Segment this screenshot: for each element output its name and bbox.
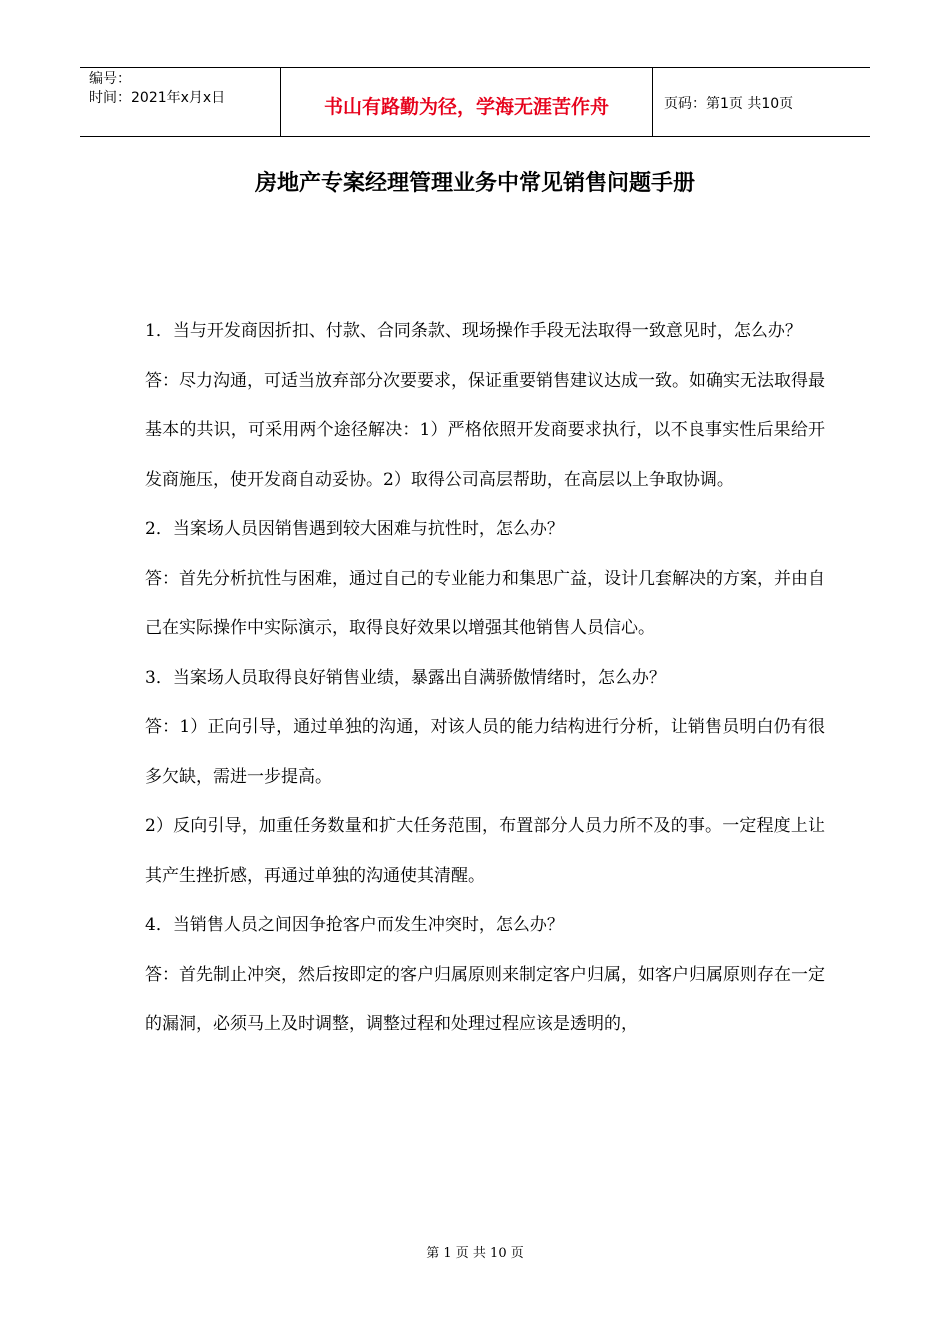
answer-3-part-1: 答：1）正向引导，通过单独的沟通，对该人员的能力结构进行分析，让销售员明白仍有很多欠缺，需进一步提高。: [145, 717, 825, 787]
question-4: 4．当销售人员之间因争抢客户而发生冲突时，怎么办？: [145, 915, 564, 935]
answer-1: 答：尽力沟通，可适当放弃部分次要要求，保证重要销售建议达成一致。如确实无法取得最基本的共识，可采用两个途径解决：1）严格依照开发商要求执行，以不良事实性后果给开发商施压，使开发商自动妥协。2）取得公司高层帮助，在高层以上争取协调。: [145, 370, 825, 490]
question-3: 3．当案场人员取得良好销售业绩，暴露出自满骄傲情绪时，怎么办？: [145, 667, 666, 688]
question-1: 1．当与开发商因折扣、付款、合同条款、现场操作手段无法取得一致意见时，怎么办？: [145, 321, 802, 341]
question-2: 2．当案场人员因销售遇到较大困难与抗性时，怎么办？: [145, 519, 564, 539]
answer-4: 答：首先制止冲突，然后按即定的客户归属原则来制定客户归属，如客户归属原则存在一定的漏洞，必须马上及时调整，调整过程和处理过程应该是透明的，: [145, 964, 825, 1034]
header-meta-cell: [80, 68, 281, 136]
document-body: [145, 307, 825, 1050]
page-footer: 第 1 页 共 10 页: [426, 1246, 524, 1261]
number-label: 编号：: [89, 71, 131, 87]
document-title: 房地产专案经理管理业务中常见销售问题手册: [254, 171, 695, 196]
time-label: 时间：2021年x月x日: [89, 90, 226, 106]
header-table: [80, 67, 870, 137]
header-motto-cell: [281, 68, 653, 136]
motto-text: 书山有路勤为径，学海无涯苦作舟: [323, 95, 609, 118]
page-info: 页码：第1页 共10页: [664, 96, 794, 112]
header-page-cell: [653, 68, 870, 136]
answer-2: 答：首先分析抗性与困难，通过自己的专业能力和集思广益，设计几套解决的方案，并由自己在实际操作中实际演示，取得良好效果以增强其他销售人员信心。: [145, 568, 825, 638]
answer-3-part-2: 2）反向引导，加重任务数量和扩大任务范围，布置部分人员力所不及的事。一定程度上让其产生挫折感，再通过单独的沟通使其清醒。: [145, 816, 825, 886]
